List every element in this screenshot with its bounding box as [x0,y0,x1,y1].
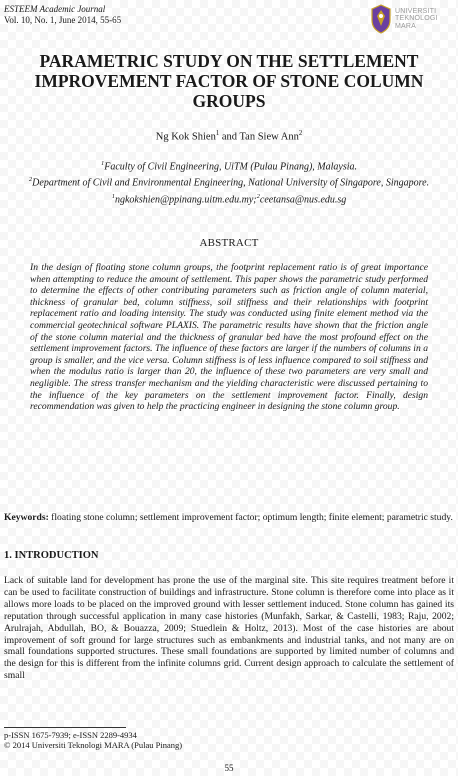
page-footer [4,730,182,750]
affiliation-1: $^1$Faculty of Civil Engineering, UiTM (Pulau Pinang), Malaysia. [101,160,357,173]
journal-header [4,4,121,26]
journal-volume: Vol. 10, No. 1, June 2014, 55-65 [4,15,122,25]
issn-line: p-ISSN 1675-7939; e-ISSN 2289-4934 [4,730,137,740]
author-name: Ng Kok Shien [155,131,216,143]
university-logo [370,2,452,36]
page-number: 55 [224,763,234,773]
keywords-text: floating stone column; settlement improvement factor; optimum length; finite element; parametric study. [51,512,453,523]
affiliations [0,157,458,206]
email-link[interactable]: ngkokshien@ppinang.uitm.edu.my; [114,193,257,205]
author-line: Ng Kok Shien$^1$ and Tan Siew Ann$^2$ [155,130,303,143]
author-emails: $^1$ngkokshien@ppinang.uitm.edu.my;$^2$ceetansa@nus.edu.sg [111,192,347,205]
author-name: Tan Siew Ann [239,131,299,143]
affiliation-2: $^2$Department of Civil and Environmental Engineering, National University of Singapore, Singapore. [28,176,430,189]
keywords-label: Keywords: [4,512,49,523]
journal-name: ESTEEM Academic Journal [4,4,106,14]
copyright-line: © 2014 Universiti Teknologi MARA (Pulau Pinang) [4,740,183,750]
keywords [4,512,454,524]
section-heading: 1. INTRODUCTION [4,550,99,561]
email-link[interactable]: ceetansa@nus.edu.sg [259,193,347,205]
paper-title: PARAMETRIC STUDY ON THE SETTLEMENT IMPROVEMENT FACTOR OF STONE COLUMN GROUPS [34,51,424,111]
footer-divider [4,727,126,728]
abstract-body: In the design of floating stone column groups, the footprint replacement ratio is of great importance when attempting to reduce the amount of settlement. This paper shows the parametric study performed to determine the effects of other contributing parameters such as friction angle of column material, thickness of granular bed, column stiffness, soil stiffness and their relationships with footprint replacement ratio and loading intensity. The study was conducted using finite element method via the commercial geotechnical software PLAXIS. The parametric results have shown that the friction angle of the stone column material and the thickness of granular bed have the most profound effect on the settlement improvement factors. The influence of these factors are larger if the numbers of columns in a group is smaller, and the vice versa. Column stiffness is of less influence compared to soil stiffness and when the modulus ratio is larger than 20, the influence of these two parameters are very small and negligible. The stress transfer mechanism and the yielding characteristic were discussed pertaining to the influence of the key parameters on the settlement improvement factor. Finally, design recommendation was given to help the practicing engineer in designing the stone column group. [30,262,428,413]
introduction-body: Lack of suitable land for development has prone the use of the marginal site. This site requires treatment before it can be used to facilitate construction of buildings and infrastructure. Stone column is therefore come into place as it allows more loads to be placed on the improved ground with lesser settlement induced. Stone column has gained its reputation through successful application in many case histories (Munfakh, Sarkar, & Castelli, 1983; Raju, 2002; Arulrajah, Abdullah, BO, & Bouazza, 2009; Stuedlein & Holtz, 2013). Most of the case histories are about improvement of soft ground for large structures such as embankments and industrial tanks, and not many are on small foundations supported structures. These small foundations are supported by limited number of columns and the design for this is different from the infinite columns grid. Current design approach to calculate the settlement of small [4,575,454,682]
crest-icon [370,4,392,34]
logo-text: UNIVERSITI TEKNOLOGI MARA [395,7,438,30]
abstract-heading: ABSTRACT [199,237,259,249]
